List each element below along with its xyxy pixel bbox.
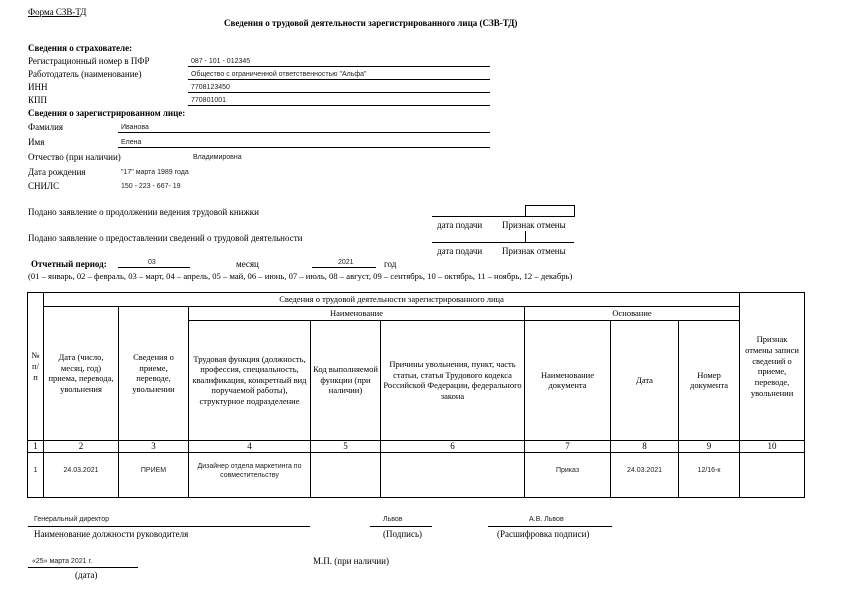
pfr-line (188, 66, 490, 67)
col-function-header: Трудовая функция (должность, профессия, специальность, квалификация, конкретный вид поручаемой работы), структурное подразделение (189, 320, 311, 440)
col-doc-number-header: Номер документа (679, 320, 740, 440)
col-doc-name-header: Наименование документа (525, 320, 611, 440)
row-code (311, 452, 381, 497)
period-month-value: 03 (148, 259, 156, 266)
date-label: (дата) (75, 570, 98, 580)
period-month-line (118, 267, 190, 268)
employer-label: Работодатель (наименование) (28, 69, 142, 79)
date-line (28, 567, 138, 568)
provide-application-label: Подано заявление о предоставлении сведений о трудовой деятельности (28, 233, 303, 243)
name-header: Наименование (189, 307, 525, 321)
provide-cancel-label: Признак отмены (502, 246, 566, 256)
col-number: 4 (189, 440, 311, 452)
birth-value: "17" марта 1989 года (121, 169, 189, 176)
col-num-header: № п/п (28, 293, 44, 441)
sign-value: Львов (383, 516, 403, 523)
decode-label: (Расшифровка подписи) (497, 529, 590, 539)
col-code-header: Код выполняемой функции (при наличии) (311, 320, 381, 440)
col-reasons-header: Причины увольнения, пункт, часть статьи, статья Трудового кодекса Российской Федерации, федерального закона (381, 320, 525, 440)
person-heading: Сведения о зарегистрированном лице: (28, 108, 186, 118)
row-doc-number: 12/16-к (679, 452, 740, 497)
row-num: 1 (28, 452, 44, 497)
col-number: 9 (679, 440, 740, 452)
period-legend: (01 – январь, 02 – февраль, 03 – март, 04 – апрель, 05 – май, 06 – июнь, 07 – июль, 08 – август, 09 – сентябрь, 10 – октябрь, 11 – ноябрь, 12 – декабрь) (28, 271, 573, 281)
col-doc-date-header: Дата (611, 320, 679, 440)
name-value: Елена (121, 139, 142, 146)
row-doc-name: Приказ (525, 452, 611, 497)
kpp-value: 770801001 (191, 97, 227, 104)
col-number: 10 (740, 440, 805, 452)
continue-cancel-label: Признак отмены (502, 220, 566, 230)
employer-line (188, 79, 490, 80)
snils-label: СНИЛС (28, 181, 60, 191)
period-label: Отчетный период: (31, 259, 107, 269)
table-row (28, 452, 805, 497)
row-function: Дизайнер отдела маркетинга по совместительству (189, 452, 311, 497)
col-number: 5 (311, 440, 381, 452)
employer-value: Общество с ограниченной ответственностью "Альфа" (191, 71, 367, 78)
col-number: 3 (119, 440, 189, 452)
surname-label: Фамилия (28, 122, 64, 132)
row-reasons (381, 452, 525, 497)
stamp-label: М.П. (при наличии) (313, 556, 389, 566)
col-number: 7 (525, 440, 611, 452)
form-label: Форма СЗВ-ТД (28, 7, 87, 17)
basis-header: Основание (525, 307, 740, 321)
inn-value: 7708123450 (191, 84, 230, 91)
kpp-label: КПП (28, 95, 48, 105)
position-label: Наименование должности руководителя (34, 529, 189, 539)
position-value: Генеральный директор (34, 516, 110, 523)
col-number: 1 (28, 440, 44, 452)
pfr-label: Регистрационный номер в ПФР (28, 56, 150, 66)
col-date-header: Дата (число, месяц, год) приема, перевода, увольнения (44, 307, 119, 441)
name-label: Имя (28, 137, 45, 147)
date-value: «25» марта 2021 г. (32, 558, 93, 565)
col-number: 2 (44, 440, 119, 452)
continue-date-label: дата подачи (437, 220, 483, 230)
birth-label: Дата рождения (28, 167, 86, 177)
period-year-line (312, 267, 376, 268)
group-header: Сведения о трудовой деятельности зарегистрированного лица (44, 293, 740, 307)
page-title: Сведения о трудовой деятельности зарегистрированного лица (СЗВ-ТД) (224, 18, 518, 28)
surname-value: Иванова (121, 124, 149, 131)
decode-value: А.В. Львов (529, 516, 564, 523)
patronymic-value: Владимировна (193, 154, 242, 161)
snils-value: 150 - 223 - 667- 19 (121, 183, 181, 190)
labor-activity-table (27, 292, 805, 498)
pfr-value: 087 - 101 - 012345 (191, 58, 251, 65)
kpp-line (188, 105, 490, 106)
sign-line (370, 526, 432, 527)
sign-label: (Подпись) (383, 529, 423, 539)
decode-line (488, 526, 612, 527)
row-date: 24.03.2021 (44, 452, 119, 497)
period-year-value: 2021 (338, 259, 354, 266)
period-month-label: месяц (236, 259, 259, 269)
row-doc-date: 24.03.2021 (611, 452, 679, 497)
continue-cancel-box (525, 205, 575, 217)
col-cancel-header: Признак отмены записи сведений о приеме, переводе, увольнении (740, 293, 805, 441)
row-info: ПРИЕМ (119, 452, 189, 497)
row-cancel (740, 452, 805, 497)
provide-date-label: дата подачи (437, 246, 483, 256)
col-number: 8 (611, 440, 679, 452)
provide-cancel-box (525, 231, 575, 243)
continue-application-label: Подано заявление о продолжении ведения трудовой книжки (28, 207, 259, 217)
period-year-label: год (384, 259, 397, 269)
inn-label: ИНН (28, 82, 48, 92)
insurer-heading: Сведения о страхователе: (28, 43, 133, 53)
col-info-header: Сведения о приеме, переводе, увольнении (119, 307, 189, 441)
col-number: 6 (381, 440, 525, 452)
surname-line (118, 132, 490, 133)
position-line (28, 526, 310, 527)
inn-line (188, 92, 490, 93)
name-line (118, 147, 490, 148)
patronymic-label: Отчество (при наличии) (28, 152, 121, 162)
